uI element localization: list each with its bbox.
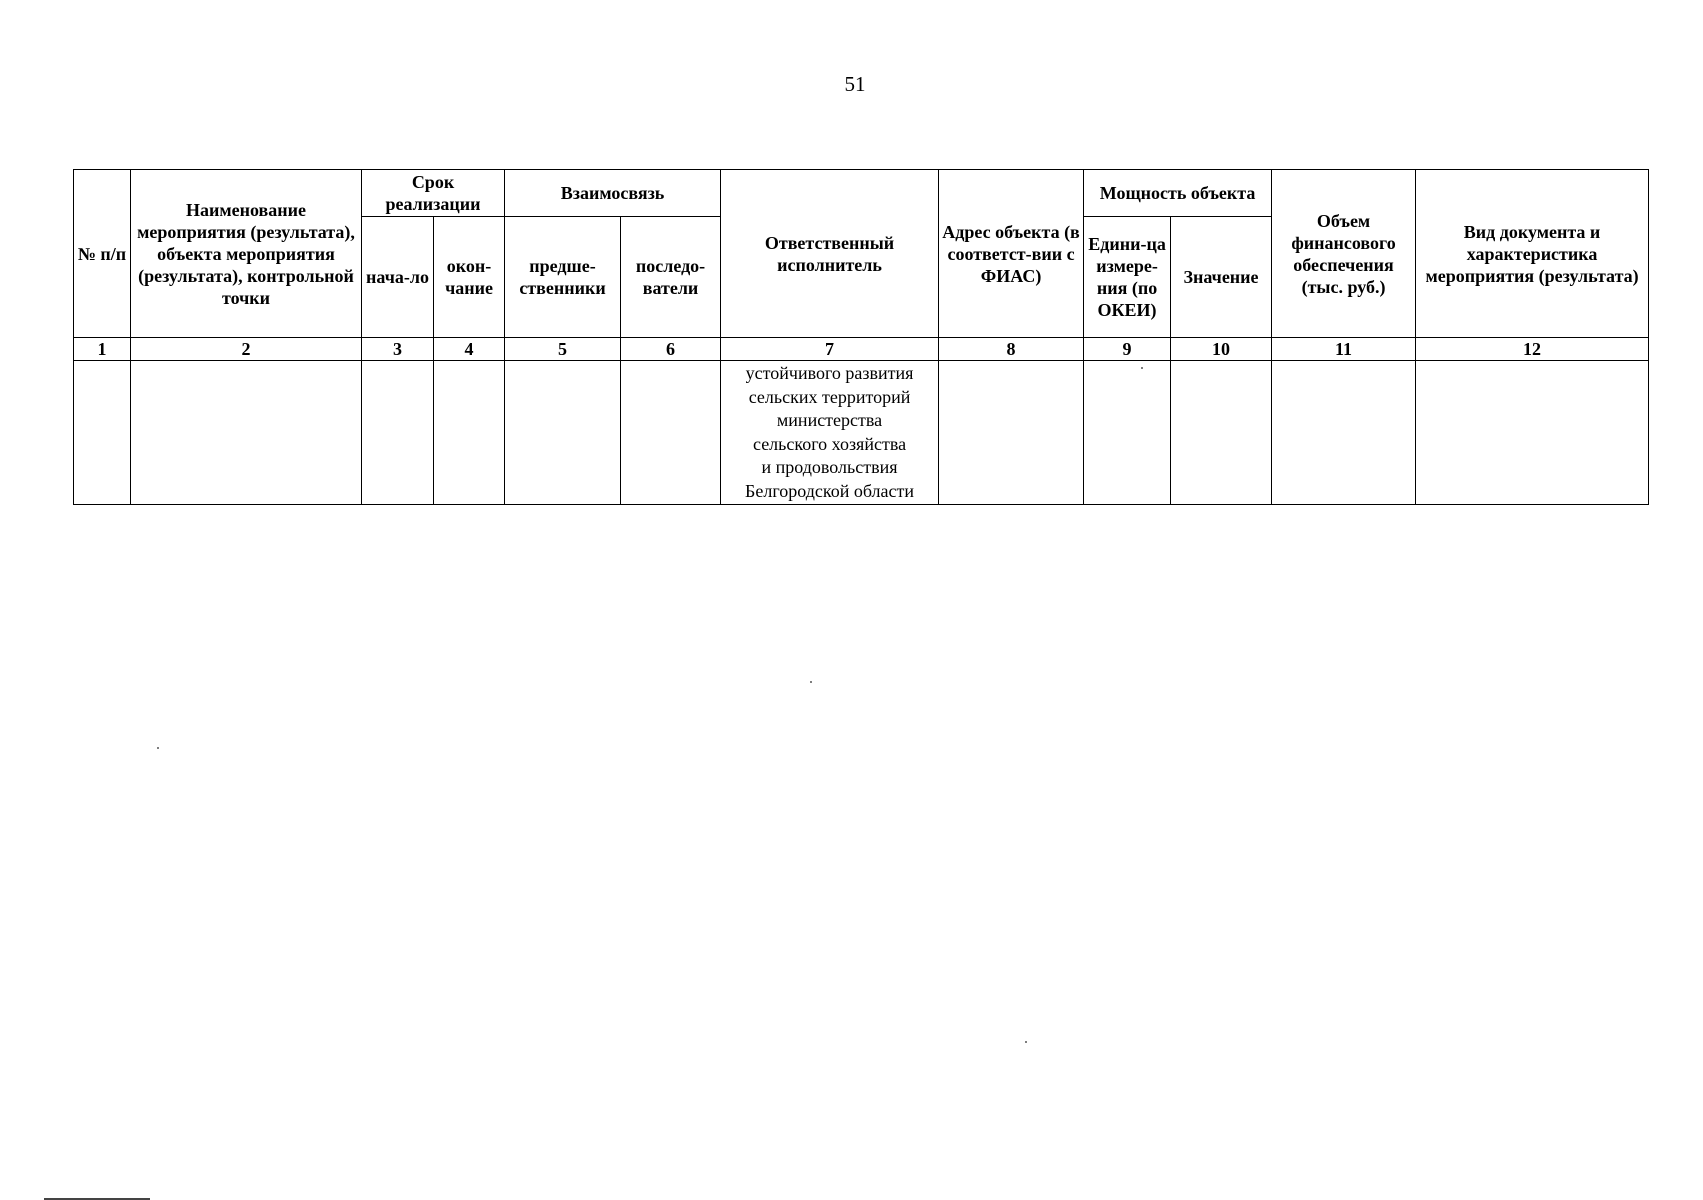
- column-number: 10: [1171, 338, 1272, 361]
- column-number: 4: [434, 338, 505, 361]
- column-number: 8: [939, 338, 1084, 361]
- header-successors: последо-ватели: [621, 217, 721, 338]
- executor-line: сельских территорий: [748, 386, 911, 407]
- cell-name: [131, 361, 362, 505]
- cell-unit: [1084, 361, 1171, 505]
- cell-finance: [1272, 361, 1416, 505]
- column-numbers-row: [74, 338, 1649, 361]
- header-value: Значение: [1171, 217, 1272, 338]
- cell-predecessors: [505, 361, 621, 505]
- activities-table: [73, 169, 1649, 505]
- column-number: 6: [621, 338, 721, 361]
- cell-executor: [721, 361, 939, 505]
- column-number: 2: [131, 338, 362, 361]
- header-address: Адрес объекта (в соответст-вии с ФИАС): [939, 170, 1084, 338]
- scan-speck: [1141, 367, 1143, 369]
- header-name: Наименование мероприятия (результата), объекта мероприятия (результата), контрольной точки: [131, 170, 362, 338]
- header-predecessors: предше-ственники: [505, 217, 621, 338]
- executor-line: Белгородской области: [745, 480, 915, 501]
- table-row: [74, 361, 1649, 505]
- executor-line: устойчивого развития: [745, 363, 914, 383]
- header-number: № п/п: [74, 170, 131, 338]
- scan-speck: [810, 681, 812, 683]
- header-start: нача-ло: [362, 217, 434, 338]
- column-number: 3: [362, 338, 434, 361]
- scan-speck: [157, 747, 159, 749]
- column-number: 11: [1272, 338, 1416, 361]
- cell-end: [434, 361, 505, 505]
- header-finance: Объем финансового обеспечения (тыс. руб.): [1272, 170, 1416, 338]
- page-number: 51: [844, 72, 866, 96]
- executor-line: и продовольствия: [761, 457, 898, 477]
- cell-start: [362, 361, 434, 505]
- column-number: 1: [74, 338, 131, 361]
- column-number: 12: [1416, 338, 1649, 361]
- executor-line: сельского хозяйства: [752, 433, 907, 454]
- column-number: 9: [1084, 338, 1171, 361]
- header-row-top: [74, 170, 1649, 217]
- cell-address: [939, 361, 1084, 505]
- column-number: 7: [721, 338, 939, 361]
- header-period-group: Срок реализации: [362, 170, 505, 217]
- cell-document: [1416, 361, 1649, 505]
- header-end: окон-чание: [434, 217, 505, 338]
- scan-speck: [1025, 1041, 1027, 1043]
- header-capacity-group: Мощность объекта: [1084, 170, 1272, 217]
- cell-successors: [621, 361, 721, 505]
- cell-value: [1171, 361, 1272, 505]
- column-number: 5: [505, 338, 621, 361]
- header-link-group: Взаимосвязь: [505, 170, 721, 217]
- header-unit: Едини-ца измере-ния (по ОКЕИ): [1084, 217, 1171, 338]
- cell-number: [74, 361, 131, 505]
- header-executor: Ответственный исполнитель: [721, 170, 939, 338]
- executor-line: министерства: [776, 410, 883, 430]
- header-document: Вид документа и характеристика мероприятия (результата): [1416, 170, 1649, 338]
